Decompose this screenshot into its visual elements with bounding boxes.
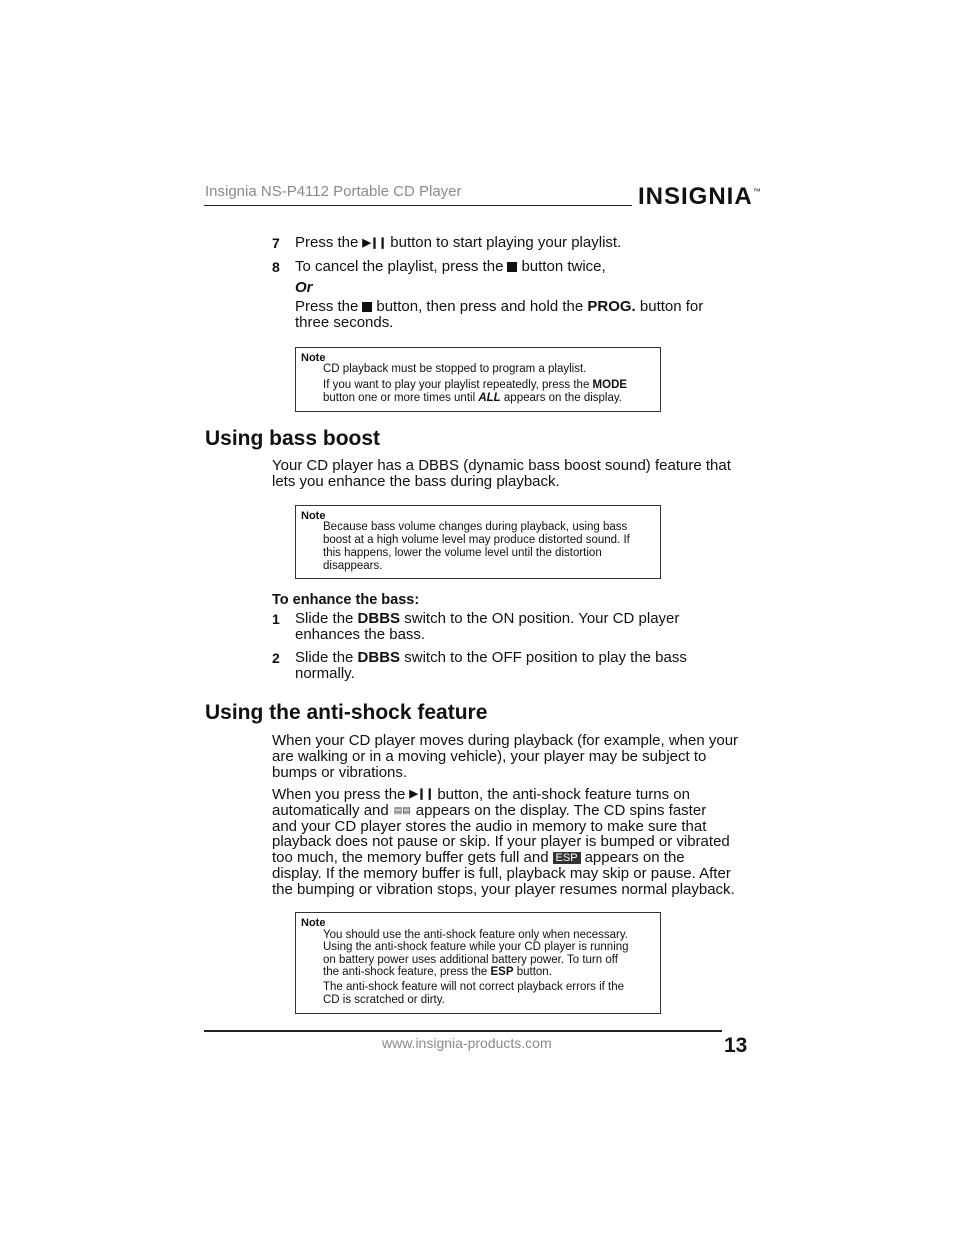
step-text-pre: Slide the (295, 610, 354, 627)
alt-step-line1 (295, 299, 703, 315)
anti-shock-display-icon: ▤▤ (393, 805, 411, 816)
note-paragraph (323, 379, 652, 405)
note-label: Note (301, 917, 326, 929)
paragraph-line: and your CD player stores the audio in memory to make sure that (272, 817, 707, 835)
procedure-subhead: To enhance the bass: (272, 592, 420, 608)
bass-intro-paragraph (272, 458, 731, 490)
step-text (295, 259, 606, 275)
note-line: CD is scratched or dirty. (323, 994, 445, 1006)
step-text-post: switch to the ON position. Your CD player (404, 610, 680, 627)
footer-rule (204, 1030, 722, 1032)
note-label: Note (301, 510, 326, 522)
text-fragment: too much, the memory buffer gets full and (272, 849, 549, 867)
step-text-post: switch to the OFF position to play the bass (404, 649, 687, 666)
alt-step-line2: three seconds. (295, 314, 394, 331)
anti-shock-paragraph-1 (272, 733, 738, 781)
bass-step-2 (272, 650, 752, 690)
note-line: Because bass volume changes during playback, using bass (323, 521, 628, 533)
step-number: 8 (272, 259, 280, 275)
all-display-label: ALL (478, 392, 501, 404)
step-text-post: button twice, (521, 258, 606, 275)
note-label: Note (301, 352, 326, 364)
page-number: 13 (724, 1034, 748, 1057)
logo-text: INSIGNIA (638, 183, 753, 210)
paragraph-line: bumps or vibrations. (272, 764, 408, 781)
dbbs-switch-label: DBBS (357, 649, 401, 666)
note-line: disappears. (323, 560, 383, 572)
stop-icon (507, 262, 517, 272)
paragraph-line (272, 803, 735, 819)
step-text-pre: Press the (295, 234, 359, 251)
paragraph-line (272, 787, 735, 803)
anti-shock-paragraph-2 (272, 787, 735, 897)
note-line: boost at a high volume level may produce distorted sound. If (323, 534, 630, 546)
prog-button-label: PROG. (587, 298, 636, 315)
paragraph-line: lets you enhance the bass during playback. (272, 473, 560, 490)
paragraph-line: display. If the memory buffer is full, playback may skip or pause. After (272, 864, 731, 882)
step-text-pre: Slide the (295, 649, 354, 666)
paragraph-line: Your CD player has a DBBS (dynamic bass boost sound) feature that (272, 457, 731, 474)
esp-display-indicator: ESP (553, 852, 581, 864)
section-heading-bass-boost: Using bass boost (205, 427, 381, 450)
step-text (295, 611, 679, 643)
note-line (323, 966, 652, 978)
section-heading-anti-shock: Using the anti-shock feature (205, 701, 488, 724)
header-rule (204, 205, 632, 206)
bass-step-1 (272, 611, 752, 651)
running-header-title: Insignia NS-P4112 Portable CD Player (205, 183, 462, 200)
play-pause-icon: ▶❙❙ (409, 788, 434, 801)
play-pause-icon: ▶❙❙ (362, 237, 387, 250)
note-text: appears on the display. (503, 392, 622, 404)
paragraph-line: are walking or in a moving vehicle), your player may be subject to (272, 748, 707, 765)
step-text-line2: normally. (295, 665, 355, 682)
mode-button-label: MODE (592, 379, 628, 391)
note-box-bass (295, 505, 661, 579)
stop-icon (362, 302, 372, 312)
alt-step-pre: Press the (295, 298, 359, 315)
text-fragment: When you press the (272, 786, 406, 803)
insignia-logo (638, 183, 762, 211)
alt-step (295, 299, 703, 331)
alt-step-post: button for (639, 298, 704, 315)
step-text-post: button to start playing your playlist. (390, 234, 622, 251)
note-box-playlist (295, 347, 661, 412)
note-paragraph (323, 981, 652, 1007)
step-text-line2: enhances the bass. (295, 626, 426, 643)
footer-url: www.insignia-products.com (382, 1035, 552, 1051)
paragraph-line: playback does not pause or skip. If your player is bumped or vibrated (272, 833, 730, 851)
note-paragraph (323, 521, 652, 573)
note-text: button. (516, 966, 552, 979)
text-fragment: automatically and (272, 801, 389, 819)
paragraph-line: When your CD player moves during playback (for example, when your (272, 732, 739, 749)
note-line: this happens, lower the volume level until the distortion (323, 547, 602, 559)
note-paragraph (323, 929, 652, 979)
paragraph-line (272, 850, 735, 866)
note-line: The anti-shock feature will not correct playback errors if the (323, 981, 625, 993)
note-line: on battery power uses additional battery power. To turn off (323, 953, 618, 966)
or-label: Or (295, 279, 313, 296)
logo-tm: ™ (752, 187, 762, 196)
text-fragment: button, the anti-shock feature turns on (437, 786, 690, 803)
note-paragraph: CD playback must be stopped to program a playlist. (323, 363, 587, 375)
note-line: Using the anti-shock feature while your CD player is running (323, 941, 629, 954)
note-text: the anti-shock feature, press the (323, 966, 488, 979)
step-number: 2 (272, 650, 280, 666)
note-box-anti-shock (295, 912, 661, 1014)
note-line: You should use the anti-shock feature only when necessary. (323, 929, 628, 941)
step-number: 1 (272, 611, 280, 627)
note-text: button one or more times until (323, 392, 476, 404)
step-number: 7 (272, 235, 280, 251)
text-fragment: appears on the display. The CD spins faster (415, 801, 707, 819)
step-text (295, 235, 621, 251)
step-text (295, 650, 687, 682)
paragraph-line: the bumping or vibration stops, your player resumes normal playback. (272, 880, 735, 898)
text-fragment: appears on the (584, 849, 685, 867)
note-text: If you want to play your playlist repeatedly, press the (323, 379, 590, 391)
alt-step-mid: button, then press and hold the (376, 298, 584, 315)
dbbs-switch-label: DBBS (357, 610, 401, 627)
esp-button-label: ESP (490, 966, 514, 979)
step-text-pre: To cancel the playlist, press the (295, 258, 504, 275)
